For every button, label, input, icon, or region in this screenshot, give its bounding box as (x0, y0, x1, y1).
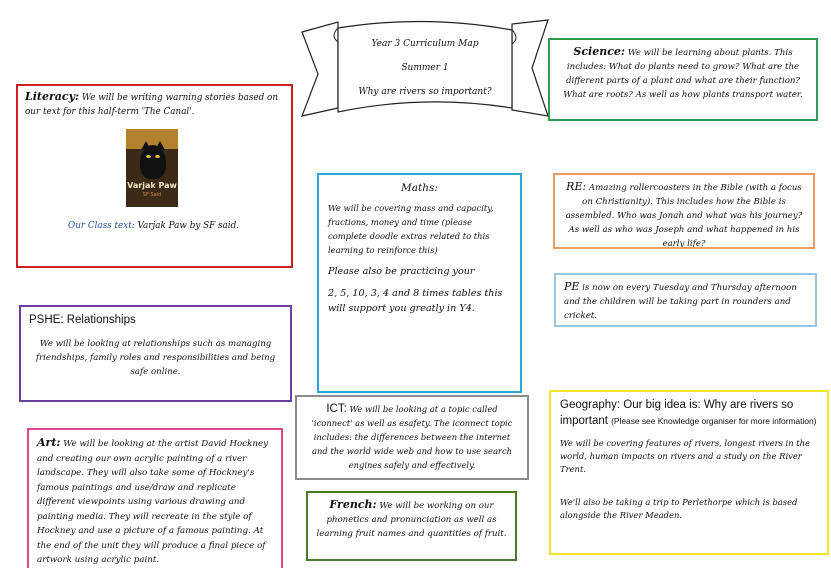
literacy-box (16, 84, 293, 268)
geography-note: (Please see Knowledge organiser for more information) (611, 416, 817, 426)
geography-heading: Geography: Our big idea is: Why are rivers so important (560, 399, 794, 427)
geography-para-2: We'll also be taking a trip to Perlethorpe which is based alongside the River Meaden. (560, 497, 798, 520)
ict-box (295, 395, 529, 480)
pshe-box (19, 305, 292, 402)
banner-question: Why are rivers so important? (358, 87, 492, 97)
pshe-heading: PSHE: Relationships (29, 314, 136, 326)
book-title: Varjak Paw (127, 181, 177, 190)
pe-heading: PE (564, 280, 580, 293)
ict-heading: ICT: (326, 403, 347, 415)
class-text (68, 221, 239, 231)
re-heading: RE: (566, 180, 587, 193)
french-body: We will be working on our phonetics and pronunciation as well as learning fruit names and quantities of fruit. (316, 501, 507, 539)
science-box (548, 38, 818, 121)
science-heading: Science: (573, 45, 625, 58)
banner-term: Summer 1 (401, 63, 449, 73)
maths-para-3: 2, 5, 10, 3, 4 and 8 times tables this will support you greatly in Y4. (328, 288, 503, 314)
ict-body: We will be looking at a topic called 'iconnect' as well as esafety. The iconnect topic includes: the differences between the internet and the world wide web and how to use search engines safely and effectively. (311, 404, 513, 470)
class-text-label: Our Class text: (68, 221, 135, 231)
maths-para-1: We will be covering mass and capacity, fractions, money and time (please complete doodle extras related to this learning to reinforce this) (328, 203, 494, 255)
book-cover-image (126, 129, 178, 207)
french-heading: French: (329, 498, 377, 511)
geography-heading-block (560, 397, 818, 429)
geography-para-1: We will be covering features of rivers, longest rivers in the world, human impacts on rivers and a study on the River Trent. (560, 438, 810, 474)
science-body: We will be learning about plants. This includes: What do plants need to grow? What are the different parts of a plant and what are their function? What are roots? As well as how plants transport water. (563, 48, 803, 100)
pe-box (554, 273, 817, 327)
art-box (27, 428, 283, 568)
pshe-body: We will be looking at relationships such as managing friendships, family roles and responsibilities and being safe online. (35, 339, 276, 377)
re-box (553, 173, 815, 249)
geography-box (549, 390, 829, 555)
cat-illustration (140, 145, 166, 179)
maths-para-2: Please also be practicing your (328, 266, 475, 277)
literacy-heading: Literacy: (25, 90, 80, 103)
art-body: We will be looking at the artist David Hockney and creating our own acrylic painting of a river landscape. They will also take some of Hockney's famous paintings and use/draw and replicate different viewpoints using various drawing and painting media. They will recreate in the style of Hockney and use a picture of a famous painting. At the end of the unit they will produce a final piece of artwork using acrylic paint. (37, 439, 269, 565)
literacy-body: We will be writing warning stories based on our text for this half-term 'The Canal'. (25, 93, 279, 117)
book-author: SF Said (142, 192, 162, 198)
maths-box (317, 173, 522, 393)
art-heading: Art: (37, 436, 61, 449)
pe-body: is now on every Tuesday and Thursday afternoon and the children will be taking part in rounders and cricket. (564, 283, 797, 321)
maths-heading: Maths: (401, 182, 438, 194)
title-banner (300, 12, 550, 122)
banner-title: Year 3 Curriculum Map (371, 39, 479, 49)
class-text-value: Varjak Paw by SF said. (137, 221, 240, 231)
french-box (306, 491, 517, 561)
re-body: Amazing rollercoasters in the Bible (with a focus on Christianity). This includes how the Bible is assembled. Who was Jonah and what was his journey? As well as who was Joseph and what happened in his early life? (565, 183, 803, 249)
literacy-text (25, 90, 284, 119)
